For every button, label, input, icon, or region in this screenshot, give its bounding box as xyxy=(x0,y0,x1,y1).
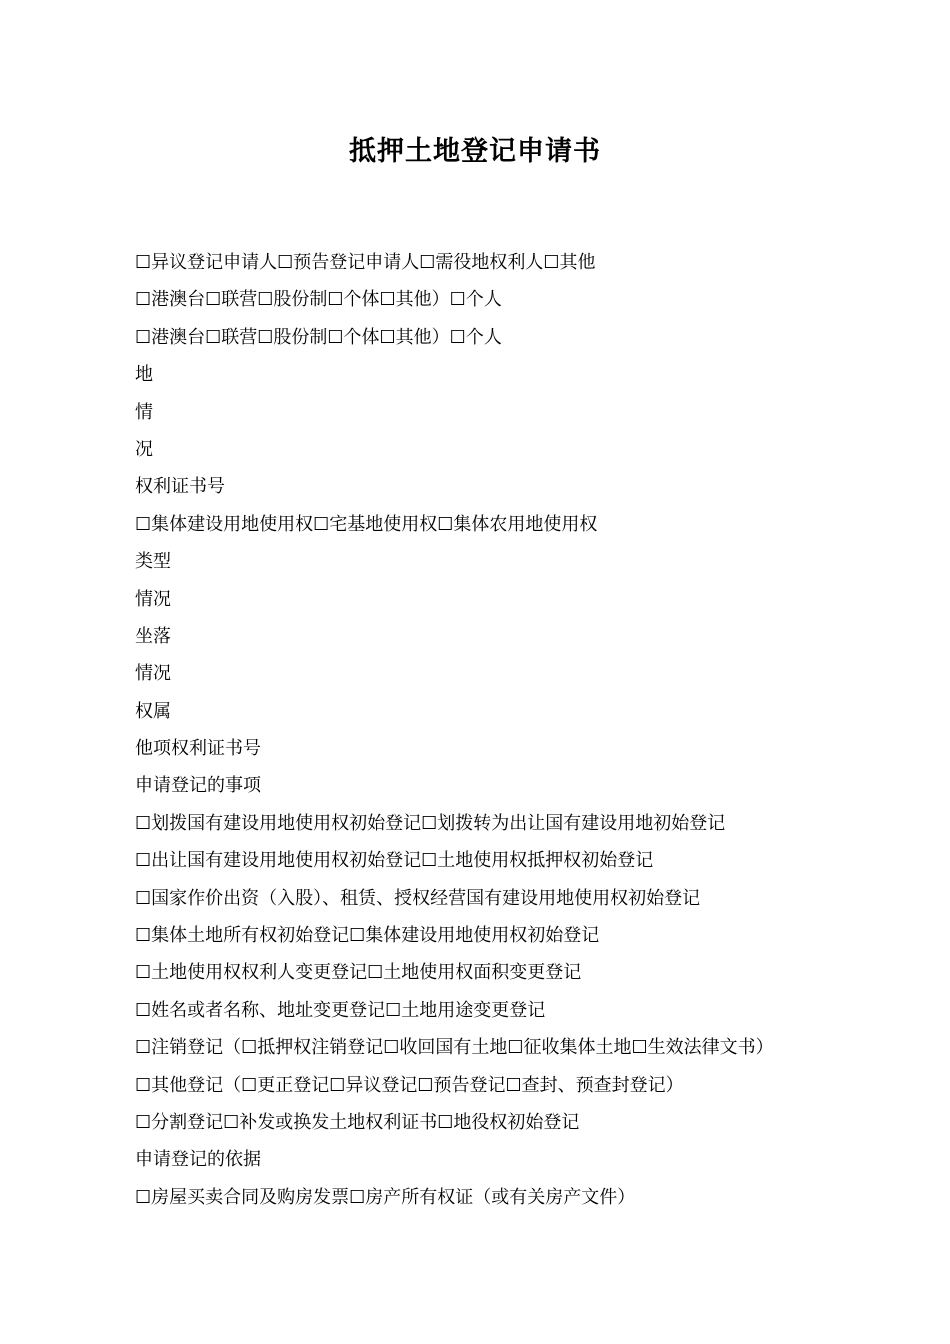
text-line: ☐房屋买卖合同及购房发票☐房产所有权证（或有关房产文件） xyxy=(135,1186,636,1208)
text-line: ☐异议登记申请人☐预告登记申请人☐需役地权利人☐其他 xyxy=(135,252,596,273)
text-line: 地 xyxy=(135,364,153,386)
text-line: ☐划拨国有建设用地使用权初始登记☐划拨转为出让国有建设用地初始登记 xyxy=(135,812,726,834)
text-line: ☐港澳台☐联营☐股份制☐个体☐其他）☐个人 xyxy=(135,326,502,348)
text-line: 类型 xyxy=(135,551,171,573)
text-line: ☐其他登记（☐更正登记☐异议登记☐预告登记☐查封、预查封登记） xyxy=(135,1074,684,1096)
text-line: ☐姓名或者名称、地址变更登记☐土地用途变更登记 xyxy=(135,999,546,1021)
text-line: 权利证书号 xyxy=(135,476,225,498)
document-body xyxy=(135,246,895,1218)
text-line: ☐集体土地所有权初始登记☐集体建设用地使用权初始登记 xyxy=(135,925,600,947)
text-line: ☐分割登记☐补发或换发土地权利证书☐地役权初始登记 xyxy=(135,1111,580,1133)
text-line: 权属 xyxy=(135,700,171,722)
text-line: 情况 xyxy=(135,663,171,685)
text-line: 情况 xyxy=(135,588,171,610)
text-line: 他项权利证书号 xyxy=(135,738,261,760)
text-line: 申请登记的事项 xyxy=(135,775,261,797)
text-line: ☐国家作价出资（入股）、租赁、授权经营国有建设用地使用权初始登记 xyxy=(135,887,701,909)
text-line: 坐落 xyxy=(135,625,171,647)
text-line: ☐出让国有建设用地使用权初始登记☐土地使用权抵押权初始登记 xyxy=(135,850,654,872)
document-title: 抵押土地登记申请书 xyxy=(349,136,601,167)
text-line: ☐集体建设用地使用权☐宅基地使用权☐集体农用地使用权 xyxy=(135,513,598,535)
text-line: ☐土地使用权权利人变更登记☐土地使用权面积变更登记 xyxy=(135,962,582,984)
text-line: ☐注销登记（☐抵押权注销登记☐收回国有土地☐征收集体土地☐生效法律文书） xyxy=(135,1037,774,1059)
text-line: 情 xyxy=(135,401,153,423)
text-line: 申请登记的依据 xyxy=(135,1149,261,1171)
text-line: ☐港澳台☐联营☐股份制☐个体☐其他）☐个人 xyxy=(135,289,502,311)
text-line: 况 xyxy=(135,438,153,460)
